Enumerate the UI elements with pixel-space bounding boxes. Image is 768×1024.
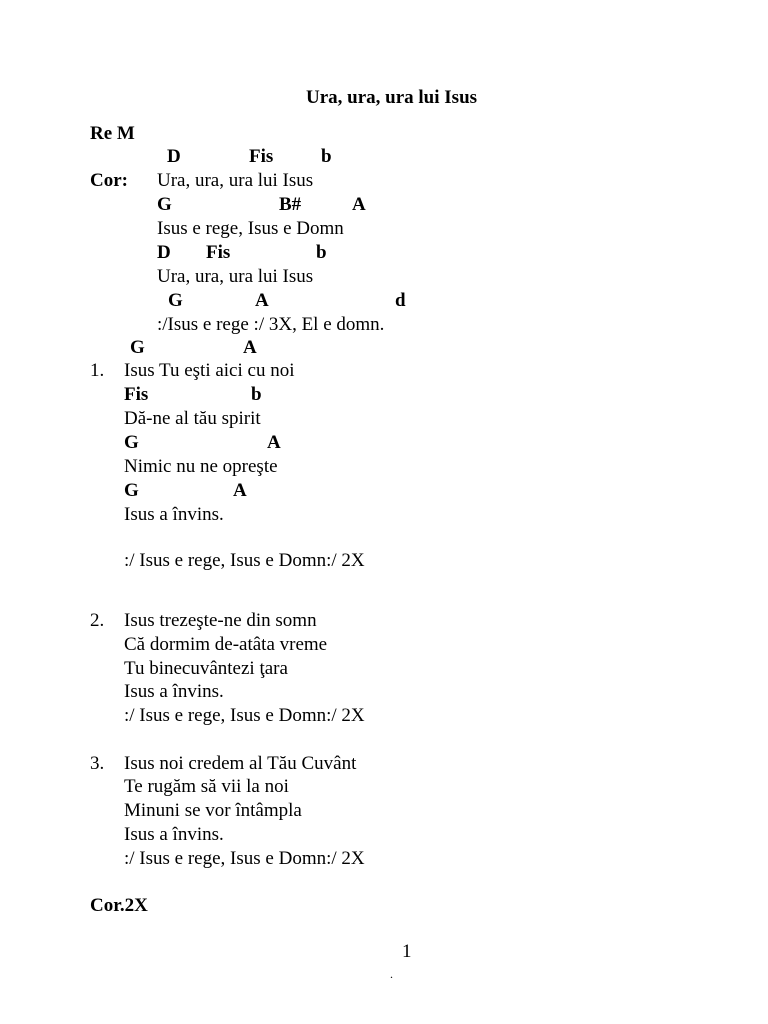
chord: Fis <box>249 146 274 167</box>
verse-number: 2. <box>90 610 105 631</box>
song-title: Ura, ura, ura lui Isus <box>306 87 478 108</box>
chord: b <box>316 242 327 263</box>
chord: d <box>395 290 406 311</box>
lyric-line: Isus trezeşte-ne din somn <box>124 610 317 631</box>
chord: A <box>255 290 269 311</box>
lyric-line: Isus a învins. <box>124 824 224 845</box>
chord: G <box>157 194 172 215</box>
chord: A <box>352 194 366 215</box>
chord: Fis <box>124 384 149 405</box>
chord: D <box>167 146 181 167</box>
chord: A <box>243 337 257 358</box>
lyric-line: Isus a învins. <box>124 681 224 702</box>
lyric-line: :/Isus e rege :/ 3X, El e domn. <box>157 314 385 335</box>
chord: B# <box>279 194 302 215</box>
lyric-line: Tu binecuvântezi ţara <box>124 658 288 679</box>
lyric-line: Isus a învins. <box>124 504 224 525</box>
song-key: Re M <box>90 123 135 144</box>
page-number: 1 <box>402 941 412 962</box>
chord: Fis <box>206 242 231 263</box>
chord: D <box>157 242 171 263</box>
lyric-line: Că dormim de-atâta vreme <box>124 634 328 655</box>
footer-mark: . <box>390 967 393 981</box>
lyric-line: Isus Tu eşti aici cu noi <box>124 360 295 381</box>
lyric-line: Te rugăm să vii la noi <box>124 776 289 797</box>
verse-number: 3. <box>90 753 105 774</box>
chord: G <box>130 337 145 358</box>
chord: G <box>168 290 183 311</box>
lyric-line: Ura, ura, ura lui Isus <box>157 266 314 287</box>
chord: b <box>251 384 262 405</box>
lyric-line: Minuni se vor întâmpla <box>124 800 302 821</box>
chord: b <box>321 146 332 167</box>
lyric-line: Dă-ne al tău spirit <box>124 408 261 429</box>
ending-instruction: Cor.2X <box>90 895 148 916</box>
chord: G <box>124 480 139 501</box>
chorus-label: Cor: <box>90 170 128 191</box>
chord: G <box>124 432 139 453</box>
lyric-line: Nimic nu ne opreşte <box>124 456 278 477</box>
refrain-line: :/ Isus e rege, Isus e Domn:/ 2X <box>124 550 365 571</box>
refrain-line: :/ Isus e rege, Isus e Domn:/ 2X <box>124 705 365 726</box>
refrain-line: :/ Isus e rege, Isus e Domn:/ 2X <box>124 848 365 869</box>
lyric-line: Isus noi credem al Tău Cuvânt <box>124 753 357 774</box>
chord: A <box>233 480 247 501</box>
lyric-line: Isus e rege, Isus e Domn <box>157 218 344 239</box>
chord: A <box>267 432 281 453</box>
lyric-line: Ura, ura, ura lui Isus <box>157 170 314 191</box>
verse-number: 1. <box>90 360 105 381</box>
